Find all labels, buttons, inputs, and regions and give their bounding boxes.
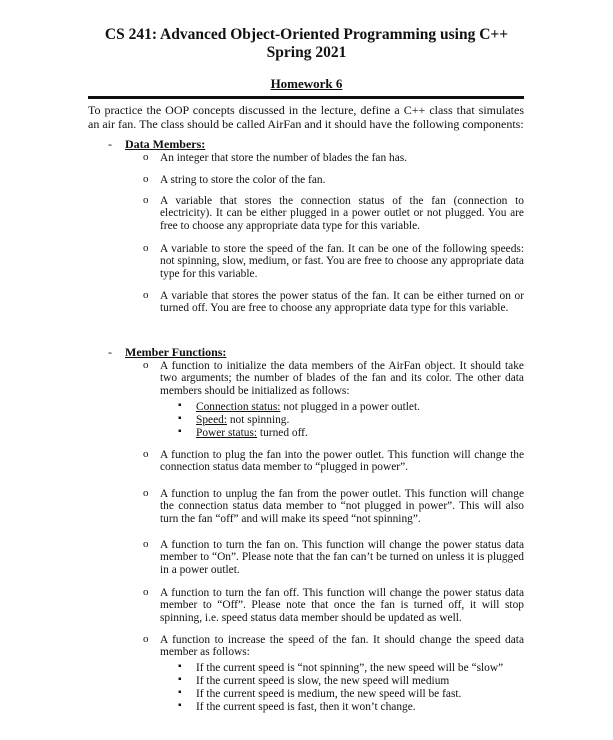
assignment-title: Homework 6	[270, 76, 343, 91]
circle-bullet: o	[143, 242, 149, 254]
circle-bullet: o	[143, 448, 149, 460]
square-bullet: ▪	[178, 674, 182, 685]
section-heading: Data Members:	[125, 137, 206, 151]
dash-bullet: -	[108, 137, 112, 151]
list-item: o A function to initialize the data members of the AirFan object. It should take two arguments; the number of blades of the fan and its color. The other data members should be initialized as follows:	[143, 359, 524, 397]
circle-bullet: o	[143, 151, 149, 163]
term: Spring 2021	[266, 44, 347, 61]
list-item: o A string to store the color of the fan.	[143, 173, 326, 186]
list-item: o A function to unplug the fan from the power outlet. This function will change the connection status data member to “not plugged in power”. This will also turn the fan “off” and will make its speed “not spinning”.	[143, 487, 524, 525]
square-bullet: ▪	[178, 687, 182, 698]
circle-bullet: o	[143, 538, 149, 550]
square-bullet: ▪	[178, 661, 182, 672]
sub-item: ▪ If the current speed is “not spinning”, the new speed will be “slow”	[178, 661, 504, 674]
circle-bullet: o	[143, 586, 149, 598]
square-bullet: ▪	[178, 400, 182, 411]
dash-bullet: -	[108, 345, 112, 359]
square-bullet: ▪	[178, 700, 182, 711]
sub-item: ▪ If the current speed is fast, then it won’t change.	[178, 700, 416, 713]
list-item: o A function to increase the speed of the fan. It should change the speed data member as follows:	[143, 633, 524, 659]
circle-bullet: o	[143, 289, 149, 301]
sub-item: ▪ If the current speed is medium, the new speed will be fast.	[178, 687, 462, 700]
sub-item: ▪ Connection status: not plugged in a power outlet.	[178, 400, 420, 413]
square-bullet: ▪	[178, 413, 182, 424]
list-item: o An integer that store the number of blades the fan has.	[143, 151, 408, 164]
circle-bullet: o	[143, 359, 149, 371]
list-item: o A function to plug the fan into the power outlet. This function will change the connection status data member to “plugged in power”.	[143, 448, 524, 474]
sub-item: ▪ Power status: turned off.	[178, 426, 308, 439]
divider	[88, 96, 524, 99]
circle-bullet: o	[143, 173, 149, 185]
course-title: CS 241: Advanced Object-Oriented Programming using C++	[104, 26, 509, 43]
square-bullet: ▪	[178, 426, 182, 437]
circle-bullet: o	[143, 633, 149, 645]
list-item: o A variable that stores the connection status of the fan (connection to electricity). It can be either plugged in a power outlet or not plugged. You are free to choose any appropriate data type for this variable.	[143, 194, 524, 232]
list-item: o A variable that stores the power status of the fan. It can be either turned on or turned off. You are free to choose any appropriate data type for this variable.	[143, 289, 524, 315]
intro-paragraph: To practice the OOP concepts discussed in the lecture, define a C++ class that simulates an air fan. The class should be called AirFan and it should have the following components:	[88, 103, 524, 131]
list-item: o A variable to store the speed of the fan. It can be one of the following speeds: not spinning, slow, medium, or fast. You are free to choose any appropriate data type for this variable.	[143, 242, 524, 280]
sub-item: ▪ If the current speed is slow, the new speed will medium	[178, 674, 450, 687]
circle-bullet: o	[143, 487, 149, 499]
list-item: o A function to turn the fan on. This function will change the power status data member to “On”. Please note that the fan can’t be turned on unless it is plugged in a power outlet.	[143, 538, 524, 576]
sub-item: ▪ Speed: not spinning.	[178, 413, 290, 426]
circle-bullet: o	[143, 194, 149, 206]
section-heading: Member Functions:	[125, 345, 227, 359]
list-item: o A function to turn the fan off. This function will change the power status data member to “Off”. Please note that once the fan is turned off, it will stop spinning, i.e. speed status data member should be updated as well.	[143, 586, 524, 624]
